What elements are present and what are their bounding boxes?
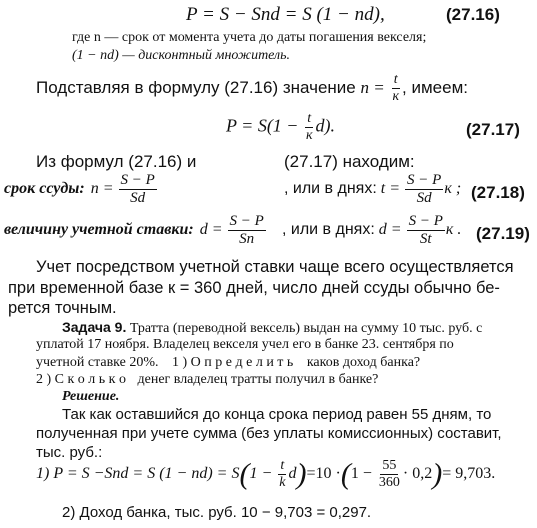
task-line-1 (62, 319, 482, 337)
from-left: Из формул (27.16) и (36, 152, 197, 171)
right-paren-2: ) (432, 457, 443, 491)
f2-num: t (307, 111, 312, 126)
para-line-2: при временной базе к = 360 дней, число дней ссуды обычно бе- (8, 279, 500, 297)
rate-lhs: d = (199, 221, 223, 239)
calc-360: 360 (378, 475, 400, 490)
f2-fraction (304, 112, 315, 143)
para-line-3: рется точным. (8, 299, 117, 317)
task-title: Задача 9. (62, 319, 127, 335)
calc-k: k (279, 475, 286, 490)
term-label: срок ссуды: (4, 180, 85, 198)
rate-fraction-days (407, 214, 445, 247)
f2-rhs: d). (315, 115, 336, 136)
rate-den: Sn (239, 231, 255, 247)
term-fraction-days (405, 173, 443, 206)
formula-27-17 (226, 112, 335, 143)
rate-label: величину учетной ставки: (4, 221, 194, 239)
subst-var: n = (360, 77, 385, 97)
task-line-3-c: каков доход банка? (306, 355, 421, 370)
task-line-2: уплатой 17 ноября. Владелец векселя учел его в банке 23. сентября по (36, 337, 454, 352)
from-right: (27.17) находим: (284, 152, 415, 171)
rate-tail: к . (445, 221, 462, 239)
subst-text-after: , имеем: (402, 77, 468, 97)
sol-line-3: тыс. руб.: (36, 444, 103, 461)
calc-b: 1 − (249, 465, 273, 483)
where-line: где n — срок от момента учета до даты погашения векселя; (72, 30, 427, 45)
calc-t: t (280, 458, 285, 473)
eqno-27-19: (27.19) (476, 224, 530, 243)
subst-den: к (392, 89, 400, 104)
f2-lhs: P = S(1 − (226, 115, 299, 136)
calc-d: =10 · (306, 465, 341, 483)
factor-line: (1 − nd) — дисконтный множитель. (72, 48, 291, 63)
term-fraction (119, 173, 157, 206)
task-line-3-a: учетной ставке 20%. (36, 355, 159, 370)
para-line-1: Учет посредством учетной ставки чаще всего осуществляется (36, 258, 514, 276)
f2-den: к (305, 128, 313, 143)
eqno-27-16: (27.16) (446, 5, 500, 24)
sol-calculation (36, 459, 495, 490)
subst-fraction (390, 73, 401, 104)
rate-mid: , или в днях: (282, 221, 375, 239)
task-line-3 (36, 355, 420, 371)
formula-27-16: P = S − Snd = S (1 − nd), (186, 4, 385, 25)
term-formula-days (284, 173, 461, 206)
rate-fraction (228, 214, 266, 247)
term-num2: S − P (407, 172, 442, 188)
left-paren: ( (239, 457, 250, 491)
calc-g: = 9,703. (442, 465, 496, 483)
calc-fraction-tk (277, 459, 287, 490)
term-tail: к ; (444, 180, 462, 198)
task-line-1-rest: Тратта (переводной вексель) выдан на сумму 10 тыс. руб. с (129, 321, 483, 336)
rate-formula-days (282, 214, 461, 247)
calc-fraction-55-360 (377, 459, 402, 490)
task-line-4-b: денег владелец тратты получил в банке? (137, 372, 379, 387)
calc-e: 1 − (350, 465, 372, 483)
subst-line (36, 73, 468, 104)
left-paren-2: ( (340, 457, 351, 491)
term-lhs2: t = (380, 180, 401, 198)
rate-num: S − P (229, 213, 264, 229)
term-formula (4, 173, 158, 206)
sol-line-1: Так как оставшийся до конца срока период равен 55 дням, то (62, 406, 492, 423)
rate-num2: S − P (408, 213, 443, 229)
task-line-4 (36, 372, 378, 388)
rate-den2: St (419, 231, 432, 247)
term-lhs: n = (90, 180, 114, 198)
term-num: S − P (120, 172, 155, 188)
rate-formula (4, 214, 267, 247)
subst-num: t (393, 72, 398, 87)
subst-text-before: Подставляя в формулу (27.16) значение (36, 77, 356, 97)
rate-lhs2: d = (378, 221, 402, 239)
calc-55: 55 (382, 458, 397, 473)
term-mid: , или в днях: (284, 180, 377, 198)
sol-line-5: 2) Доход банка, тыс. руб. 10 − 9,703 = 0,297. (62, 504, 372, 521)
calc-c: d (288, 465, 297, 483)
right-paren: ) (296, 457, 307, 491)
eqno-27-17: (27.17) (466, 120, 520, 139)
eqno-27-18: (27.18) (471, 183, 525, 202)
task-line-3-b: 1 ) О п р е д е л и т ь (172, 355, 294, 370)
term-den: Sd (130, 190, 146, 206)
term-den2: Sd (416, 190, 432, 206)
calc-a: 1) P = S −Snd = S (1 − nd) = S (36, 465, 240, 483)
sol-line-2: полученная при учете сумма (без уплаты комиссионных) составит, (36, 425, 502, 442)
task-line-4-a: 2 ) С к о л ь к о (36, 372, 126, 387)
calc-f: · 0,2 (402, 465, 433, 483)
solution-heading: Решение. (62, 389, 120, 404)
